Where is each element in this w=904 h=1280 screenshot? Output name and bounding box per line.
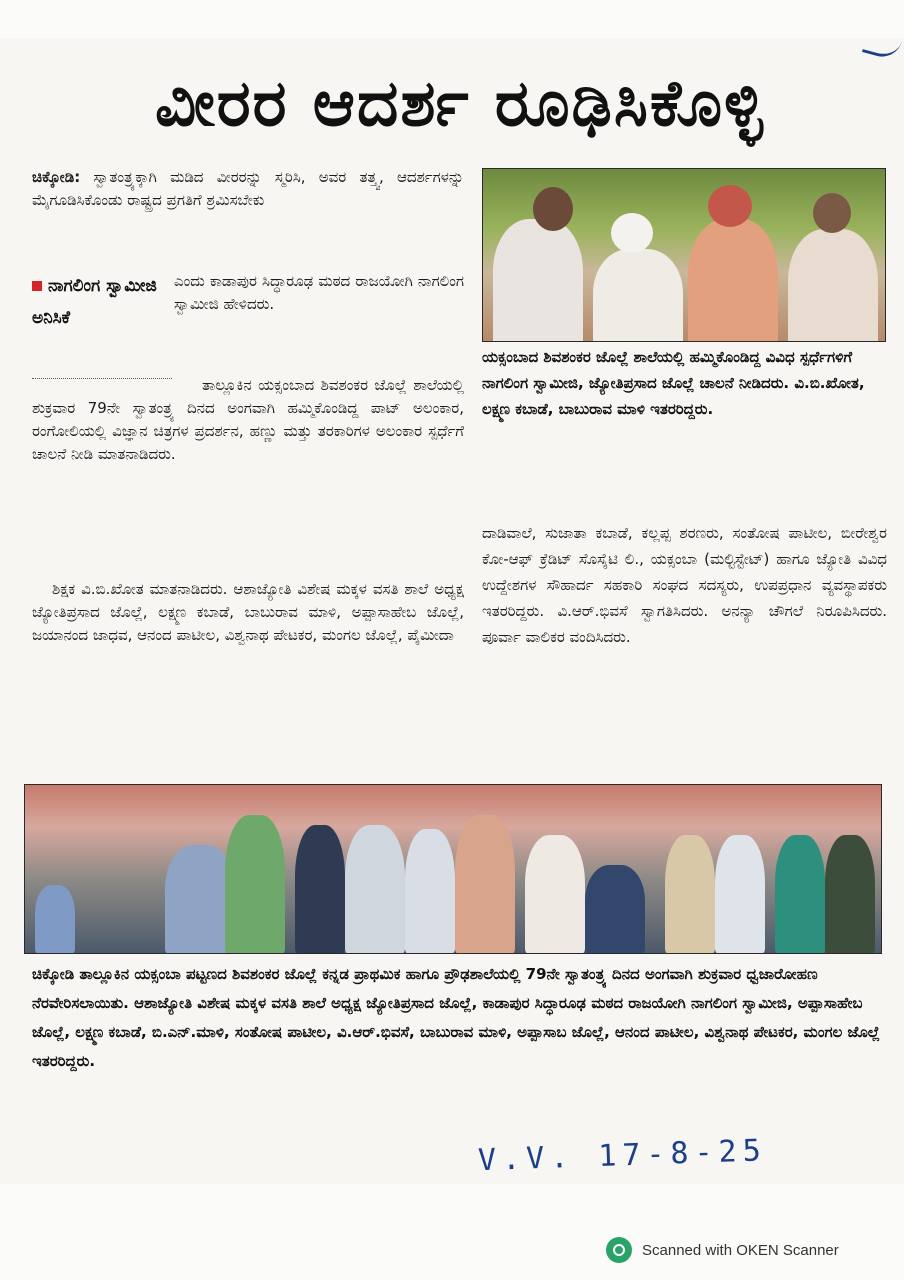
dateline: ಚಿಕ್ಕೋಡಿ: [32, 168, 81, 186]
body-left-paragraph-1: ತಾಲ್ಲೂಕಿನ ಯಕ್ಸಂಬಾದ ಶಿವಶಂಕರ ಜೊಲ್ಲೆ ಶಾಲೆಯಲ್ಲಿ ಶುಕ್ರವಾರ 79ನೇ ಸ್ವಾತಂತ್ರ್ಯ ದಿನದ ಅಂಗವಾಗಿ ಹಮ್ಮಿಕೊಂಡಿದ್ದ ಪಾಟ್ ಅಲಂಕಾರ, ರಂಗೋಲಿಯಲ್ಲಿ ವಿಜ್ಞಾನ ಚಿತ್ರಗಳ ಪ್ರದರ್ಶನ, ಹಣ್ಣು ಮತ್ತು ತರಕಾರಿಗಳ ಅಲಂಕಾರ ಸ್ಪರ್ಧೆಗೆ ಚಾಲನೆ ನೀಡಿ ಮಾತನಾಡಿದರು. [32, 376, 464, 463]
event-photo-swamiji [482, 168, 886, 342]
body-right-paragraph: ದಾಡಿವಾಲೆ, ಸುಜಾತಾ ಕಬಾಡೆ, ಕಲ್ಲಪ್ಪ ಶರಣರು, ಸಂತೋಷ ಪಾಟೀಲ, ಬೀರೇಶ್ವರ ಕೋ-ಆಫ್ ಕ್ರೆಡಿಟ್ ಸೊಸೈಟಿ ಲಿ., ಯಕ್ಸಂಬಾ (ಮಲ್ಟಿಸ್ಟೇಟ್) ಹಾಗೂ ಜ್ಯೋತಿ ವಿವಿಧ ಉದ್ದೇಶಗಳ ಸೌಹಾರ್ದ ಸಹಕಾರಿ ಸಂಘದ ಸದಸ್ಯರು, ಉಪಪ್ರಧಾನ ವ್ಯವಸ್ಥಾಪಕರು ಇತರರಿದ್ದರು. ವಿ.ಆರ್.ಭಿವಸೆ ಸ್ವಾಗತಿಸಿದರು. ಅನನ್ಯಾ ಚೌಗಲೆ ನಿರೂಪಿಸಿದರು. ಪೂರ್ವಾ ವಾಲಿಕರ ವಂದಿಸಿದರು. [482, 524, 887, 646]
lead-paragraph [32, 166, 464, 212]
handwritten-date-note: V.V. 17-8-25 [477, 1133, 768, 1179]
scanner-watermark [606, 1236, 896, 1264]
body-left-paragraph-2: ಶಿಕ್ಷಕ ವಿ.ಬಿ.ಖೋತ ಮಾತನಾಡಿದರು. ಆಶಾಜ್ಯೋತಿ ವಿಶೇಷ ಮಕ್ಕಳ ವಸತಿ ಶಾಲೆ ಅಧ್ಯಕ್ಷ ಜ್ಯೋತಿಪ್ರಸಾದ ಜೊಲ್ಲೆ, ಲಕ್ಷ್ಮಣ ಕಬಾಡೆ, ಬಾಬುರಾವ ಮಾಳಿ, ಅಪ್ಪಾಸಾಹೇಬ ಜೊಲ್ಲೆ, ಜಯಾನಂದ ಜಾಧವ, ಆನಂದ ಪಾಟೀಲ, ವಿಶ್ವನಾಥ ಪೇಟಕರ, ಮಂಗಲ ಜೊಲ್ಲೆ, ಪೈಮೀದಾ [32, 580, 464, 644]
lead-text: ಸ್ವಾತಂತ್ರ್ಯಕ್ಕಾಗಿ ಮಡಿದ ವೀರರನ್ನು ಸ್ಮರಿಸಿ, ಅವರ ತತ್ತ್ವ, ಆದರ್ಶಗಳನ್ನು ಮೈಗೂಡಿಸಿಕೊಂಡು ರಾಷ್ಟ್ರದ ಪ್ರಗತಿಗೆ ಶ್ರಮಿಸಬೇಕು [32, 168, 464, 209]
scanner-watermark-text: Scanned with OKEN Scanner [642, 1241, 839, 1259]
lead-continuation: ಎಂದು ಕಾಡಾಪುರ ಸಿದ್ಧಾರೂಢ ಮಠದ ರಾಜಯೋಗಿ ನಾಗಲಿಂಗ ಸ್ವಾಮೀಜಿ ಹೇಳಿದರು. [174, 272, 464, 313]
scanner-logo-icon [606, 1237, 632, 1263]
photo-caption-1: ಯಕ್ಸಂಬಾದ ಶಿವಶಂಕರ ಜೊಲ್ಲೆ ಶಾಲೆಯಲ್ಲಿ ಹಮ್ಮಿಕೊಂಡಿದ್ದ ವಿವಿಧ ಸ್ಪರ್ಧೆಗಳಿಗೆ ನಾಗಲಿಂಗ ಸ್ವಾಮೀಜಿ, ಜ್ಯೋತಿಪ್ರಸಾದ ಜೊಲ್ಲೆ ಚಾಲನೆ ನೀಡಿದರು. ವಿ.ಬಿ.ಖೋತ, ಲಕ್ಷ್ಮಣ ಕಬಾಡೆ, ಬಾಬುರಾವ ಮಾಳಿ ಇತರರಿದ್ದರು. [482, 348, 865, 418]
flag-hoisting-photo [24, 784, 882, 954]
article-headline: ವೀರರ ಆದರ್ಶ ರೂಢಿಸಿಕೊಳ್ಳಿ [155, 67, 765, 141]
sidebar-label-box [32, 270, 172, 334]
red-bullet-icon [32, 281, 42, 291]
sidebar-label: ನಾಗಲಿಂಗ ಸ್ವಾಮೀಜಿ ಅನಿಸಿಕೆ [32, 276, 157, 328]
photo-caption-2: ಚಿಕ್ಕೋಡಿ ತಾಲ್ಲೂಕಿನ ಯಕ್ಸಂಬಾ ಪಟ್ಟಣದ ಶಿವಶಂಕರ ಜೊಲ್ಲೆ ಕನ್ನಡ ಪ್ರಾಥಮಿಕ ಹಾಗೂ ಪ್ರೌಢಶಾಲೆಯಲ್ಲಿ 79ನೇ ಸ್ವಾತಂತ್ರ್ಯ ದಿನದ ಅಂಗವಾಗಿ ಶುಕ್ರವಾರ ಧ್ವಜಾರೋಹಣ ನೆರವೇರಿಸಲಾಯಿತು. ಆಶಾಜ್ಯೋತಿ ವಿಶೇಷ ಮಕ್ಕಳ ವಸತಿ ಶಾಲೆ ಅಧ್ಯಕ್ಷ ಜ್ಯೋತಿಪ್ರಸಾದ ಜೊಲ್ಲೆ, ಕಾಡಾಪುರ ಸಿದ್ಧಾರೂಢ ಮಠದ ರಾಜಯೋಗಿ ನಾಗಲಿಂಗ ಸ್ವಾಮೀಜಿ, ಅಪ್ಪಾಸಾಹೇಬ ಜೊಲ್ಲೆ, ಲಕ್ಷ್ಮಣ ಕಬಾಡೆ, ಬಿ.ಎನ್.ಮಾಳಿ, ಸಂತೋಷ ಪಾಟೀಲ, ವಿ.ಆರ್.ಭಿವಸೆ, ಬಾಬುರಾವ ಮಾಳಿ, ಅಪ್ಪಾಸಾಬ ಜೊಲ್ಲೆ, ಆನಂದ ಪಾಟೀಲ, ವಿಶ್ವನಾಥ ಪೇಟಕರ, ಮಂಗಲ ಜೊಲ್ಲೆ ಇತರರಿದ್ದರು. [32, 965, 880, 1070]
